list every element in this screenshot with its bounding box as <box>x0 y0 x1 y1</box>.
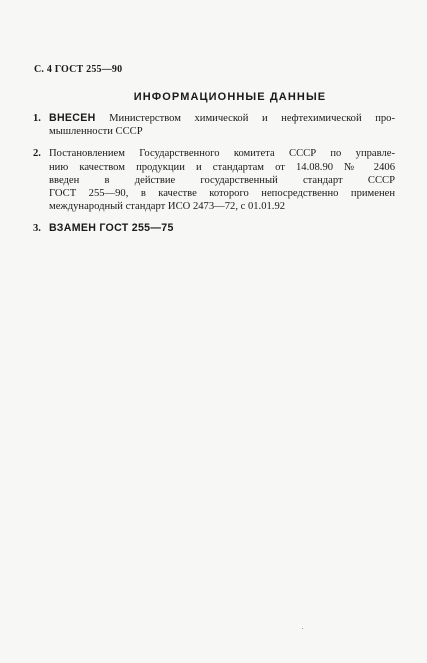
item-text <box>49 147 395 213</box>
list-item <box>33 112 395 138</box>
list-item <box>33 147 395 213</box>
item-number: 3. <box>33 223 41 235</box>
item-text <box>49 112 395 138</box>
page-header: С. 4 ГОСТ 255—90 <box>34 64 123 75</box>
item-line <box>49 112 395 125</box>
item-number: 1. <box>33 113 41 124</box>
section-title: ИНФОРМАЦИОННЫЕ ДАННЫЕ <box>133 91 327 103</box>
item-number: 2. <box>33 148 41 160</box>
item-text: ВЗАМЕН ГОСТ 255—75 <box>49 222 174 235</box>
list-item <box>33 222 395 235</box>
item-line-text: Министерством химической и нефтехимической про- <box>95 113 395 124</box>
item-lead: ВНЕСЕН <box>49 112 96 124</box>
item-line: Постановлением Государственного комитета СССР по управле- <box>49 148 395 160</box>
item-line: ГОСТ 255—90, в качестве которого непосредственно применен <box>49 188 395 200</box>
item-line: мышленности СССР <box>49 126 143 138</box>
info-list <box>33 112 395 245</box>
item-line: международный стандарт ИСО 2473—72, с 01.01.92 <box>49 201 286 213</box>
item-line: нию качеством продукции и стандартам от 14.08.90 № 2406 <box>49 161 395 173</box>
scan-speck <box>302 628 303 629</box>
item-line: введен в действие государственный стандарт СССР <box>49 174 395 186</box>
